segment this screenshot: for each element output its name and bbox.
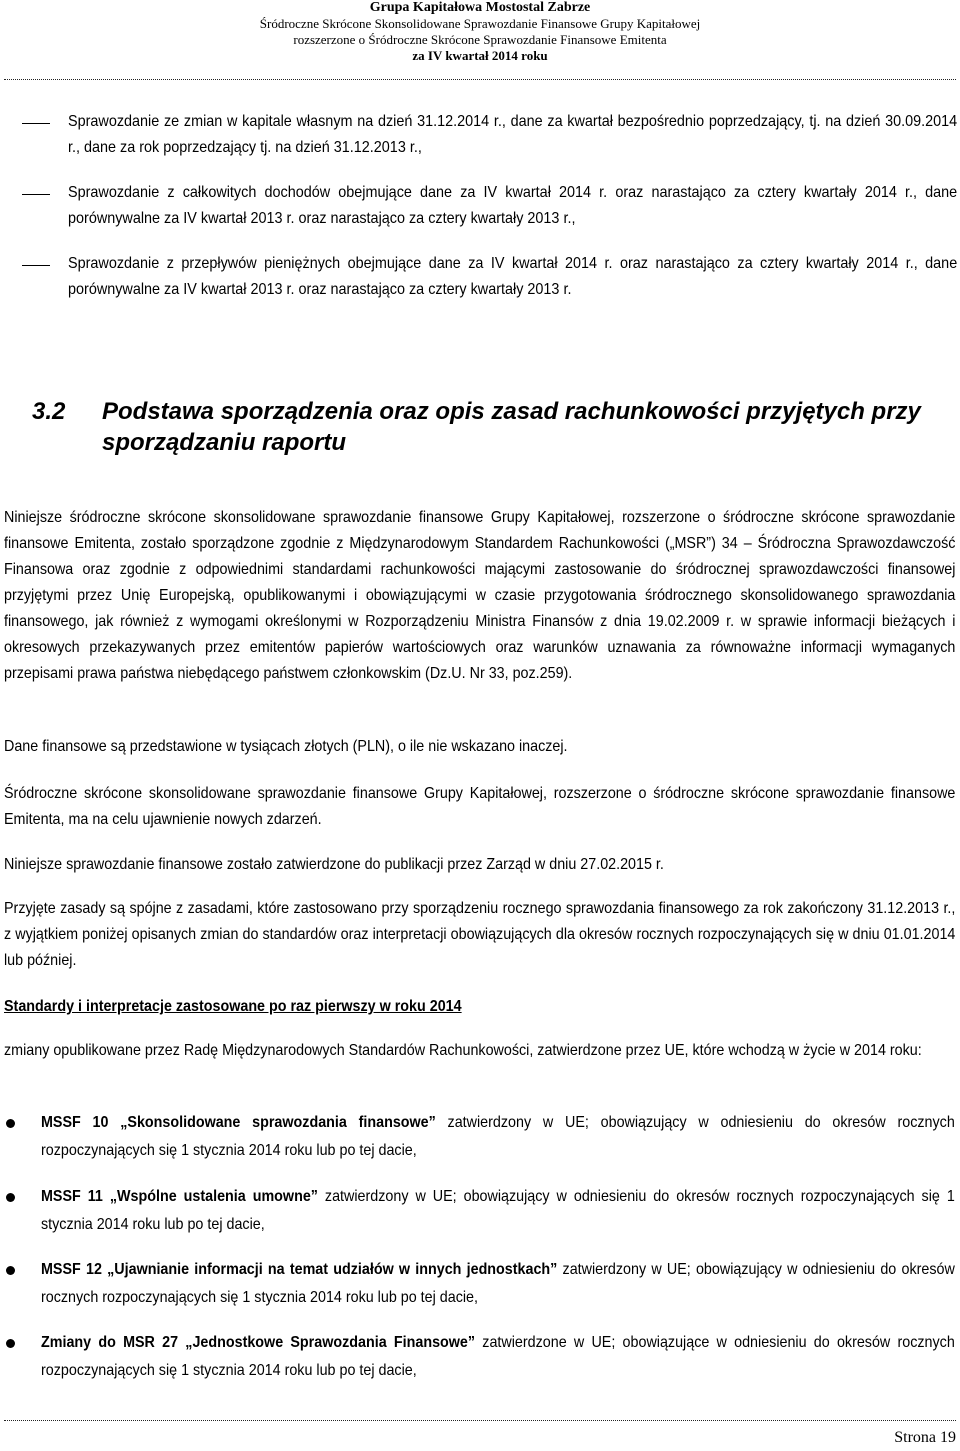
paragraph-currency: Dane finansowe są przedstawione w tysiącach złotych (PLN), o ile nie wskazano inaczej. bbox=[4, 738, 568, 755]
footer-divider bbox=[4, 1420, 956, 1421]
header-report-title: Śródroczne Skrócone Skonsolidowane Sprawozdanie Finansowe Grupy Kapitałowej bbox=[259, 16, 701, 31]
paragraph-intro: zmiany opublikowane przez Radę Międzynarodowych Standardów Rachunkowości, zatwierdzone przez UE, które wchodzą w życie w 2014 roku: bbox=[4, 1042, 922, 1059]
bullet-dot bbox=[6, 1119, 15, 1128]
dash-list-text: Sprawozdanie ze zmian w kapitale własnym na dzień 31.12.2014 r., dane za kwartał bezpośrednio poprzedzający, tj. na dzień 30.09.2014 r., dane za rok poprzedzający tj. na dzień 31.12.2013 r., bbox=[68, 113, 958, 156]
dash-list-text: Sprawozdanie z całkowitych dochodów obejmujące dane za IV kwartał 2014 r. oraz narastająco za cztery kwartały 2014 r., dane porównywalne za IV kwartał 2013 r. oraz narastająco za cztery kwartały 2013 r., bbox=[68, 184, 958, 227]
dash-marker bbox=[22, 123, 50, 124]
section-number: 3.2 bbox=[32, 398, 66, 425]
bullet-dot bbox=[6, 1193, 15, 1202]
dash-marker bbox=[22, 194, 50, 195]
paragraph-purpose: Śródroczne skrócone skonsolidowane sprawozdanie finansowe Grupy Kapitałowej, rozszerzone o śródroczne skrócone sprawozdanie finansowe Emitenta, ma na celu ujawnienie nowych zdarzeń. bbox=[4, 785, 956, 828]
bullet-rest: zatwierdzony w UE; obowiązujący w odniesieniu do okresów rocznych rozpoczynających się 1 stycznia 2014 roku lub po tej dacie, bbox=[41, 1114, 955, 1159]
dash-marker bbox=[22, 265, 50, 266]
paragraph-approval: Niniejsze sprawozdanie finansowe zostało zatwierdzone do publikacji przez Zarząd w dniu 27.02.2015 r. bbox=[4, 856, 664, 873]
bullet-rest: zatwierdzone w UE; obowiązujące w odniesieniu do okresów rocznych rozpoczynających się 1 stycznia 2014 roku lub po tej dacie, bbox=[41, 1334, 955, 1379]
subheading-standards: Standardy i interpretacje zastosowane po raz pierwszy w roku 2014 bbox=[4, 998, 462, 1015]
header-period: za IV kwartał 2014 roku bbox=[412, 48, 548, 63]
bullet-strong: Zmiany do MSR 27 „Jednostkowe Sprawozdania Finansowe” bbox=[41, 1334, 476, 1351]
bullet-strong: MSSF 10 „Skonsolidowane sprawozdania finansowe” bbox=[41, 1114, 436, 1131]
header-report-subtitle: rozszerzone o Śródroczne Skrócone Sprawozdanie Finansowe Emitenta bbox=[293, 32, 667, 47]
header-company: Grupa Kapitałowa Mostostal Zabrze bbox=[369, 0, 591, 15]
page-header bbox=[0, 0, 960, 64]
bullet-text bbox=[41, 1109, 955, 1165]
bullet-dot bbox=[6, 1339, 15, 1348]
bullet-rest: zatwierdzony w UE; obowiązujący w odniesieniu do okresów rocznych rozpoczynających się 1 stycznia 2014 roku lub po tej dacie, bbox=[41, 1188, 955, 1233]
bullet-dot bbox=[6, 1266, 15, 1275]
paragraph-basis: Niniejsze śródroczne skrócone skonsolidowane sprawozdanie finansowe Grupy Kapitałowej, rozszerzone o śródroczne skrócone sprawozdanie finansowe Emitenta, zostało sporządzone zgodnie z Międzynarodowym Standardem Rachunkowości („MSR”) 34 – Śródroczna Sprawozdawczość Finansowa oraz zgodnie z odpowiednimi standardami rachunkowości mającymi zastosowanie do śródrocznej sprawozdawczości finansowej przyjętymi przez Unię Europejską, opublikowanymi i obowiązującymi w czasie przygotowania śródrocznego skonsolidowanego sprawozdania finansowego, jak również z wymogami określonymi w Rozporządzeniu Ministra Finansów z dnia 19.02.2009 r. w sprawie informacji bieżących i okresowych przekazywanych przez emitentów papierów wartościowych oraz warunków uznawania za równoważne informacji wymaganych przepisami prawa państwa niebędącego państwem członkowskim (Dz.U. Nr 33, poz.259). bbox=[4, 509, 956, 682]
bullet-strong: MSSF 12 „Ujawnianie informacji na temat udziałów w innych jednostkach” bbox=[41, 1261, 558, 1278]
page-number: Strona 19 bbox=[894, 1429, 956, 1446]
bullet-text bbox=[41, 1183, 955, 1239]
bullet-text bbox=[41, 1256, 955, 1312]
paragraph-policies: Przyjęte zasady są spójne z zasadami, które zastosowano przy sporządzeniu rocznego sprawozdania finansowego za rok zakończony 31.12.2013 r., z wyjątkiem poniżej opisanych zmian do standardów oraz interpretacji obowiązujących dla okresów rocznych rozpoczynających się w dniu 01.01.2014 lub później. bbox=[4, 900, 956, 969]
header-divider bbox=[4, 79, 956, 80]
bullet-strong: MSSF 11 „Wspólne ustalenia umowne” bbox=[41, 1188, 318, 1205]
dash-list-text: Sprawozdanie z przepływów pieniężnych obejmujące dane za IV kwartał 2014 r. oraz narastająco za cztery kwartały 2014 r., dane porównywalne za IV kwartał 2013 r. oraz narastająco za cztery kwartały 2013 r. bbox=[68, 255, 958, 298]
bullet-text bbox=[41, 1329, 955, 1385]
bullet-rest: zatwierdzony w UE; obowiązujący w odniesieniu do okresów rocznych rozpoczynających się 1 stycznia 2014 roku lub po tej dacie, bbox=[41, 1261, 955, 1306]
section-title: Podstawa sporządzenia oraz opis zasad rachunkowości przyjętych przy sporządzaniu raportu bbox=[102, 398, 921, 456]
